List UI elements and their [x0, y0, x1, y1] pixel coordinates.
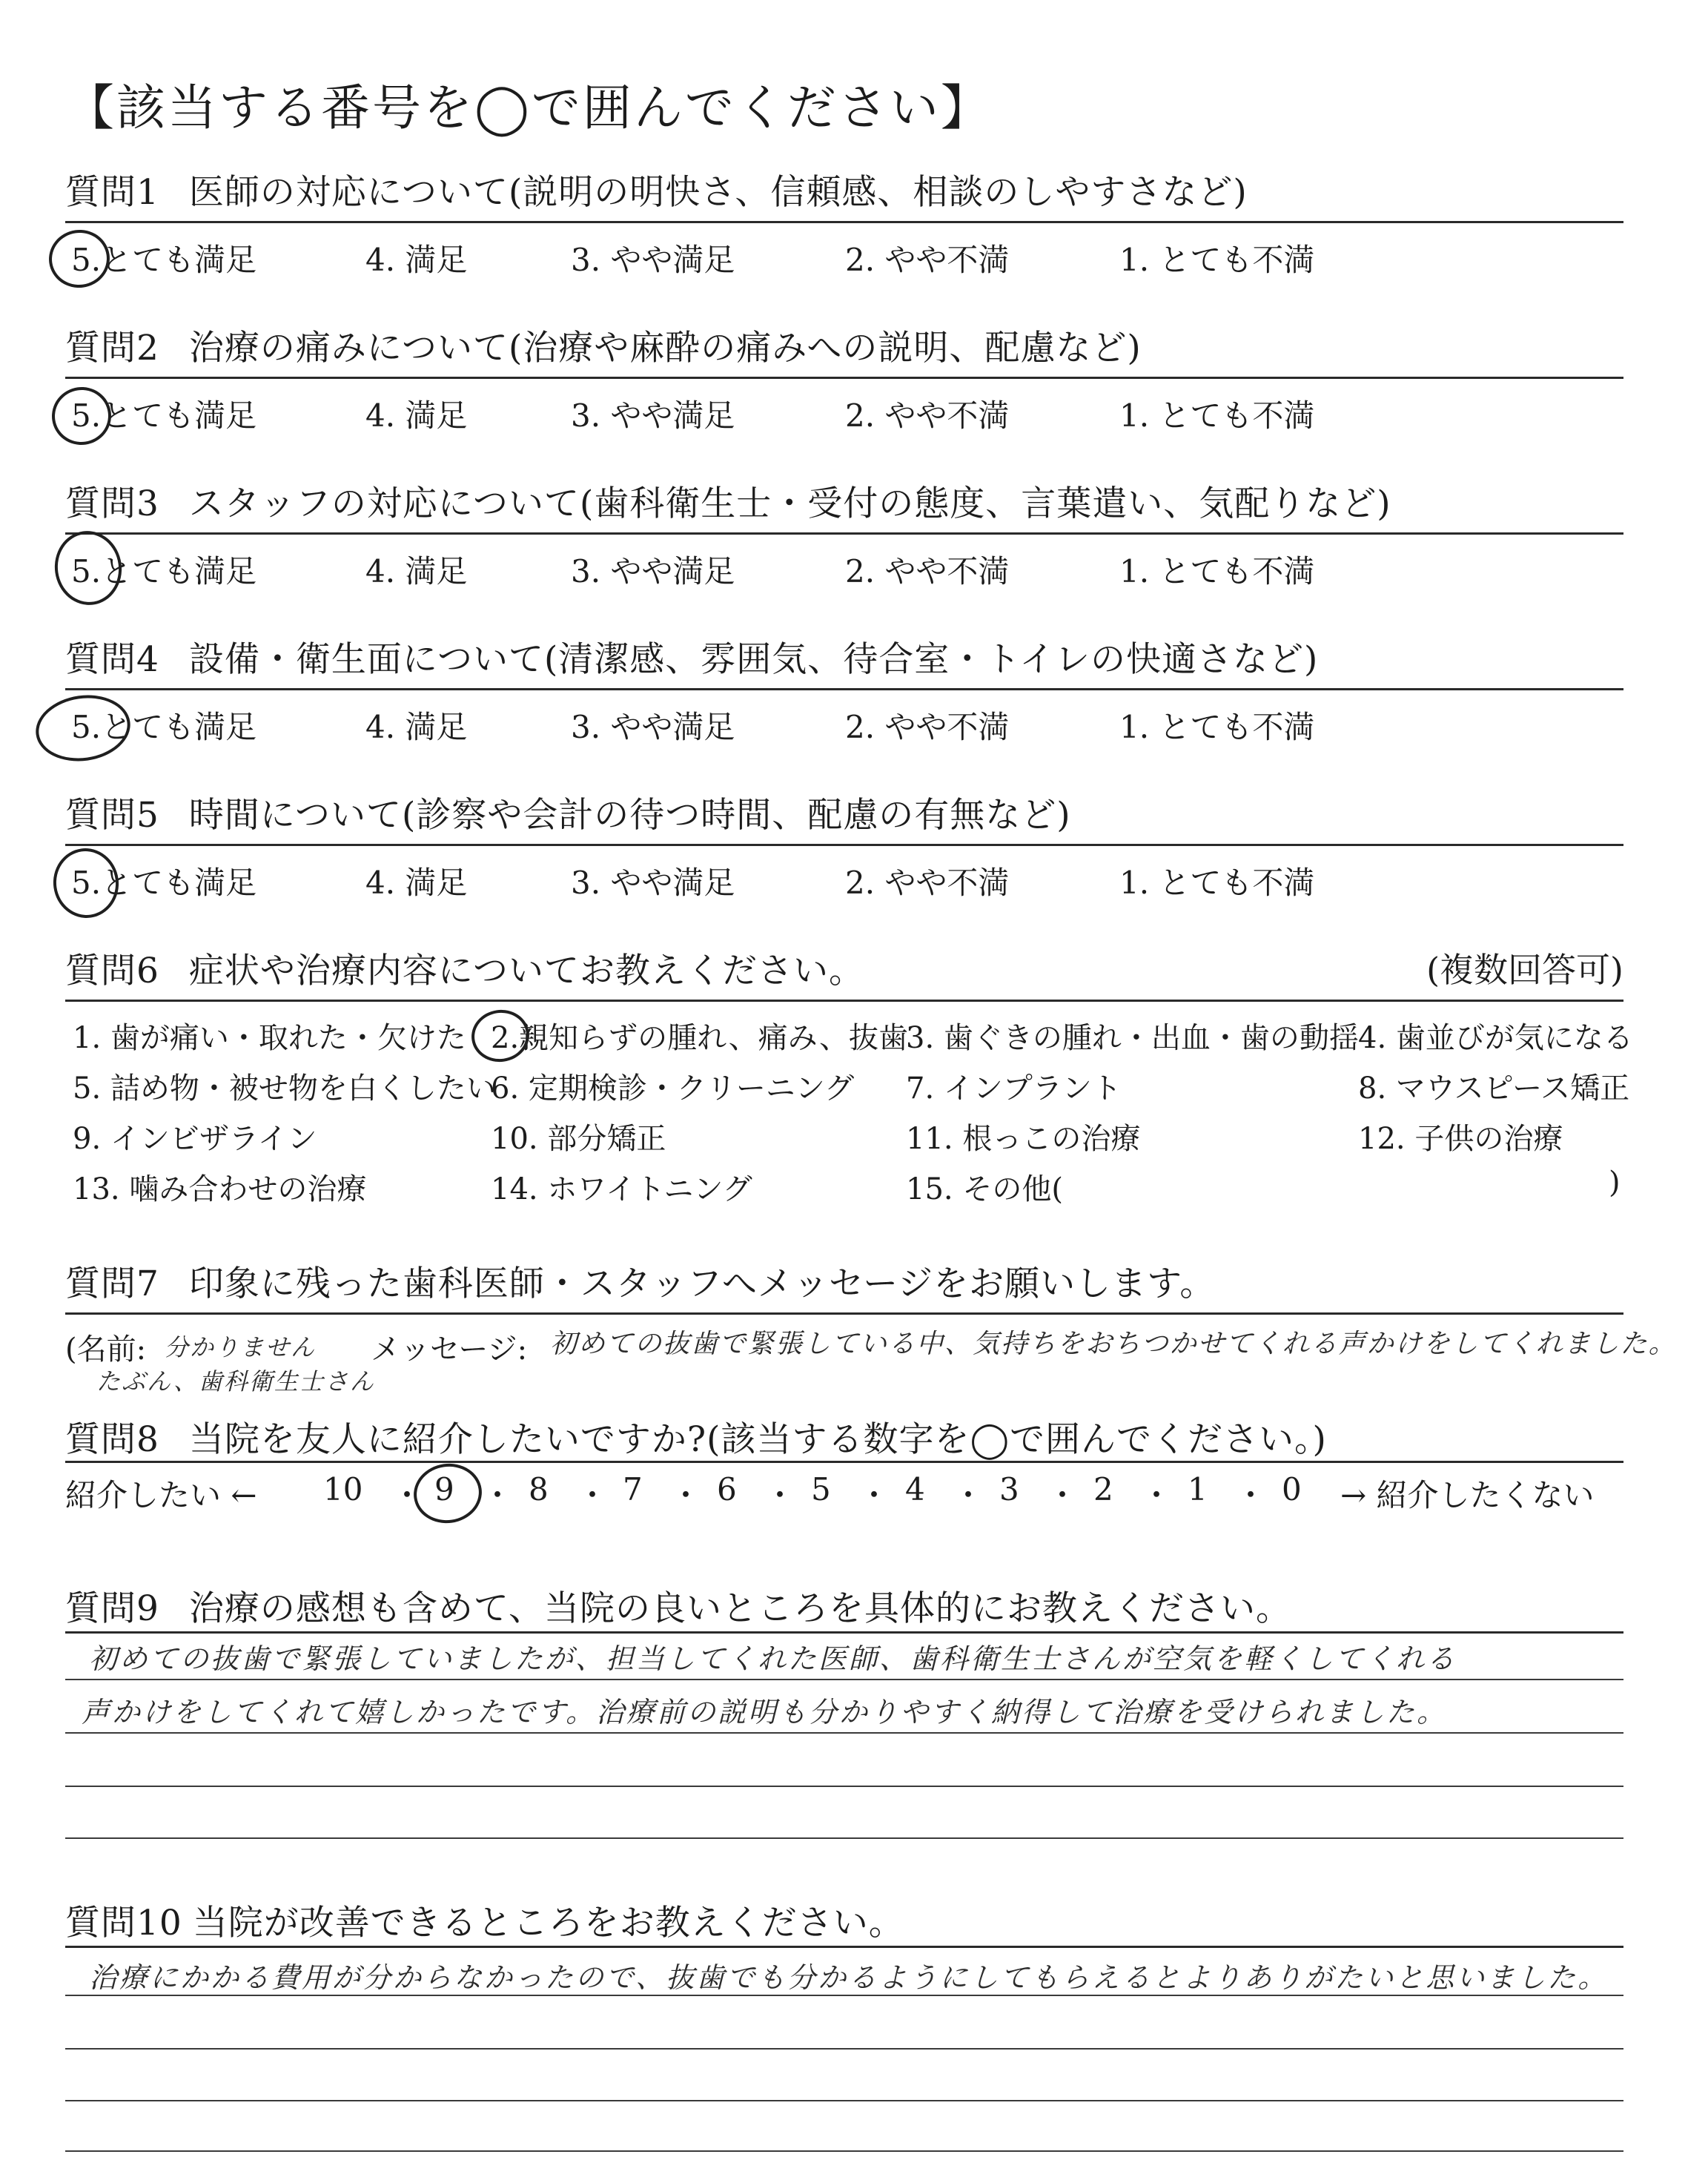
- scale-dot: ・: [1235, 1477, 1267, 1513]
- option-5[interactable]: 5.とても満足: [71, 865, 257, 901]
- option-2[interactable]: 2. やや不満: [845, 709, 1010, 745]
- question-2: [65, 320, 1142, 370]
- question-1: [65, 165, 1248, 214]
- option-1[interactable]: 1. とても不満: [1119, 865, 1315, 901]
- divider: [65, 688, 1623, 690]
- rating-options-q5: [65, 859, 1623, 903]
- question-text: 当院を友人に紹介したいですか?(該当する数字を◯で囲んでください。): [188, 1419, 1327, 1460]
- question-text: 設備・衛生面について(清潔感、雰囲気、待合室・トイレの快適さなど): [188, 639, 1319, 680]
- recommend-scale: [65, 1471, 1623, 1516]
- symptom-option-3[interactable]: 3. 歯ぐきの腫れ・出血・歯の動揺: [906, 1021, 1359, 1055]
- question-number: 質問6: [65, 951, 159, 991]
- selection-circle: [50, 526, 126, 610]
- option-4[interactable]: 4. 満足: [365, 397, 468, 434]
- answer-line: [65, 1786, 1623, 1787]
- name-answer-2[interactable]: たぶん、歯科衛生士さん: [96, 1367, 375, 1396]
- option-3[interactable]: 3. やや満足: [571, 397, 735, 434]
- option-1[interactable]: 1. とても不満: [1119, 397, 1315, 434]
- divider: [65, 532, 1623, 535]
- question-text: 医師の対応について(説明の明快さ、信頼感、相談のしやすさなど): [188, 172, 1248, 213]
- question-text: スタッフの対応について(歯科衛生士・受付の態度、言葉遣い、気配りなど): [188, 483, 1391, 524]
- question-text: 当院が改善できるところをお教えください。: [192, 1903, 904, 1943]
- divider: [65, 844, 1623, 846]
- question-number: 質問4: [65, 639, 159, 680]
- option-3[interactable]: 3. やや満足: [571, 709, 735, 745]
- answer-line: [65, 1631, 1623, 1634]
- answer-line: [65, 1732, 1623, 1734]
- divider: [65, 1312, 1623, 1315]
- scale-dot: ・: [391, 1477, 423, 1513]
- question-number: 質問3: [65, 483, 159, 524]
- question-number: 質問7: [65, 1264, 159, 1304]
- option-4[interactable]: 4. 満足: [365, 865, 468, 901]
- symptom-option-10[interactable]: 10. 部分矯正: [491, 1122, 666, 1156]
- answer-text-line-2[interactable]: 声かけをしてくれて嬉しかったです。治療前の説明も分かりやすく納得して治療を受けられました。: [82, 1696, 1447, 1728]
- scale-2[interactable]: 2: [1093, 1471, 1113, 1507]
- question-8: [65, 1412, 1327, 1462]
- divider: [65, 377, 1623, 379]
- symptom-option-15[interactable]: 15. その他(: [906, 1172, 1063, 1206]
- scale-dot: ・: [670, 1477, 702, 1513]
- question-text: 時間について(診察や会計の待つ時間、配慮の有無など): [188, 795, 1071, 836]
- question-3: [65, 476, 1391, 526]
- answer-text-line-1[interactable]: 初めての抜歯で緊張していましたが、担当してくれた医師、歯科衛生士さんが空気を軽くしてくれる: [89, 1642, 1457, 1675]
- answer-line: [65, 1995, 1623, 1996]
- rating-options-q3: [65, 547, 1623, 592]
- other-close-paren: ): [1609, 1166, 1621, 1200]
- symptom-option-1[interactable]: 1. 歯が痛い・取れた・欠けた: [73, 1021, 466, 1055]
- message-label: メッセージ:: [371, 1332, 528, 1367]
- divider: [65, 1000, 1623, 1002]
- selection-circle: [410, 1459, 486, 1527]
- scale-dot: ・: [953, 1477, 984, 1513]
- symptom-option-9[interactable]: 9. インビザライン: [73, 1122, 317, 1156]
- selection-circle: [49, 844, 123, 922]
- question-text: 症状や治療内容についてお教えください。: [188, 951, 864, 991]
- option-1[interactable]: 1. とても不満: [1119, 553, 1315, 589]
- symptom-option-8[interactable]: 8. マウスピース矯正: [1358, 1071, 1630, 1106]
- question-number: 質問8: [65, 1419, 159, 1460]
- divider: [65, 221, 1623, 223]
- scale-6[interactable]: 6: [717, 1471, 737, 1507]
- question-text: 治療の感想も含めて、当院の良いところを具体的にお教えください。: [188, 1588, 1291, 1629]
- rating-options-q2: [65, 392, 1623, 436]
- symptom-option-11[interactable]: 11. 根っこの治療: [906, 1122, 1141, 1156]
- option-5[interactable]: 5.とても満足: [71, 553, 257, 589]
- option-1[interactable]: 1. とても不満: [1119, 242, 1315, 278]
- option-4[interactable]: 4. 満足: [365, 553, 468, 589]
- question-number: 質問1: [65, 172, 159, 213]
- symptom-option-5[interactable]: 5. 詰め物・被せ物を白くしたい: [73, 1071, 496, 1106]
- question-number: 質問2: [65, 328, 159, 369]
- selection-circle: [31, 690, 134, 767]
- symptom-option-2[interactable]: 2.親知らずの腫れ、痛み、抜歯: [491, 1021, 908, 1055]
- scale-4[interactable]: 4: [905, 1471, 925, 1507]
- answer-line: [65, 2048, 1623, 2050]
- answer-line: [65, 2150, 1623, 2152]
- option-3[interactable]: 3. やや満足: [571, 865, 735, 901]
- scale-1[interactable]: 1: [1188, 1471, 1208, 1507]
- page-title: 【該当する番号を◯で囲んでください】: [65, 79, 992, 136]
- option-2[interactable]: 2. やや不満: [845, 242, 1010, 278]
- question-number: 質問5: [65, 795, 159, 836]
- answer-line: [65, 2100, 1623, 2101]
- scale-dot: ・: [764, 1477, 796, 1513]
- answer-text-line-1[interactable]: 治療にかかる費用が分からなかったので、抜歯でも分かるようにしてもらえるとよりありがたいと思いました。: [89, 1961, 1609, 1994]
- answer-line: [65, 1837, 1623, 1839]
- question-number: 質問9: [65, 1588, 159, 1629]
- option-4[interactable]: 4. 満足: [365, 242, 468, 278]
- option-3[interactable]: 3. やや満足: [571, 553, 735, 589]
- scale-right-label: → 紹介したくない: [1340, 1477, 1595, 1513]
- option-1[interactable]: 1. とても不満: [1119, 709, 1315, 745]
- question-10: [65, 1895, 904, 1945]
- scale-7[interactable]: 7: [623, 1471, 643, 1507]
- scale-9[interactable]: 9: [434, 1471, 454, 1507]
- symptom-option-13[interactable]: 13. 噛み合わせの治療: [73, 1172, 367, 1206]
- question-text: 治療の痛みについて(治療や麻酔の痛みへの説明、配慮など): [188, 328, 1142, 369]
- divider: [65, 1461, 1623, 1463]
- symptom-option-4[interactable]: 4. 歯並びが気になる: [1358, 1021, 1633, 1055]
- scale-8[interactable]: 8: [529, 1471, 549, 1507]
- message-answer[interactable]: 初めての抜歯で緊張している中、気持ちをおちつかせてくれる声かけをしてくれました。: [550, 1329, 1677, 1359]
- option-2[interactable]: 2. やや不満: [845, 397, 1010, 434]
- option-2[interactable]: 2. やや不満: [845, 553, 1010, 589]
- rating-options-q4: [65, 703, 1623, 747]
- scale-left-label: 紹介したい ←: [65, 1477, 257, 1513]
- scale-10[interactable]: 10: [323, 1471, 363, 1507]
- name-label: (名前:: [65, 1332, 147, 1367]
- scale-dot: ・: [858, 1477, 890, 1513]
- question-9: [65, 1581, 1291, 1631]
- scale-dot: ・: [577, 1477, 609, 1513]
- scale-dot: ・: [1141, 1477, 1173, 1513]
- question-4: [65, 632, 1318, 681]
- option-2[interactable]: 2. やや不満: [845, 865, 1010, 901]
- option-5[interactable]: 5.とても満足: [71, 397, 257, 434]
- scale-0[interactable]: 0: [1282, 1471, 1302, 1507]
- question-5: [65, 787, 1071, 837]
- multiple-answers-note: (複数回答可): [1426, 950, 1623, 990]
- answer-line: [65, 1679, 1623, 1680]
- symptom-option-6[interactable]: 6. 定期検診・クリーニング: [491, 1071, 855, 1106]
- question-6: [65, 943, 864, 993]
- scale-dot: ・: [482, 1477, 514, 1513]
- option-4[interactable]: 4. 満足: [365, 709, 468, 745]
- option-5[interactable]: 5.とても満足: [71, 709, 257, 745]
- scale-dot: ・: [1047, 1477, 1079, 1513]
- answer-line: [65, 1946, 1623, 1948]
- scale-5[interactable]: 5: [811, 1471, 831, 1507]
- symptom-option-12[interactable]: 12. 子供の治療: [1358, 1122, 1563, 1156]
- option-5[interactable]: 5.とても満足: [71, 242, 257, 278]
- name-answer[interactable]: 分かりません: [165, 1333, 317, 1361]
- symptom-option-7[interactable]: 7. インプラント: [906, 1071, 1122, 1106]
- question-text: 印象に残った歯科医師・スタッフへメッセージをお願いします。: [188, 1264, 1216, 1304]
- symptom-option-14[interactable]: 14. ホワイトニング: [491, 1172, 752, 1206]
- scale-3[interactable]: 3: [999, 1471, 1019, 1507]
- rating-options-q1: [65, 236, 1623, 280]
- question-number: 質問10: [65, 1903, 182, 1943]
- option-3[interactable]: 3. やや満足: [571, 242, 735, 278]
- question-7: [65, 1256, 1215, 1306]
